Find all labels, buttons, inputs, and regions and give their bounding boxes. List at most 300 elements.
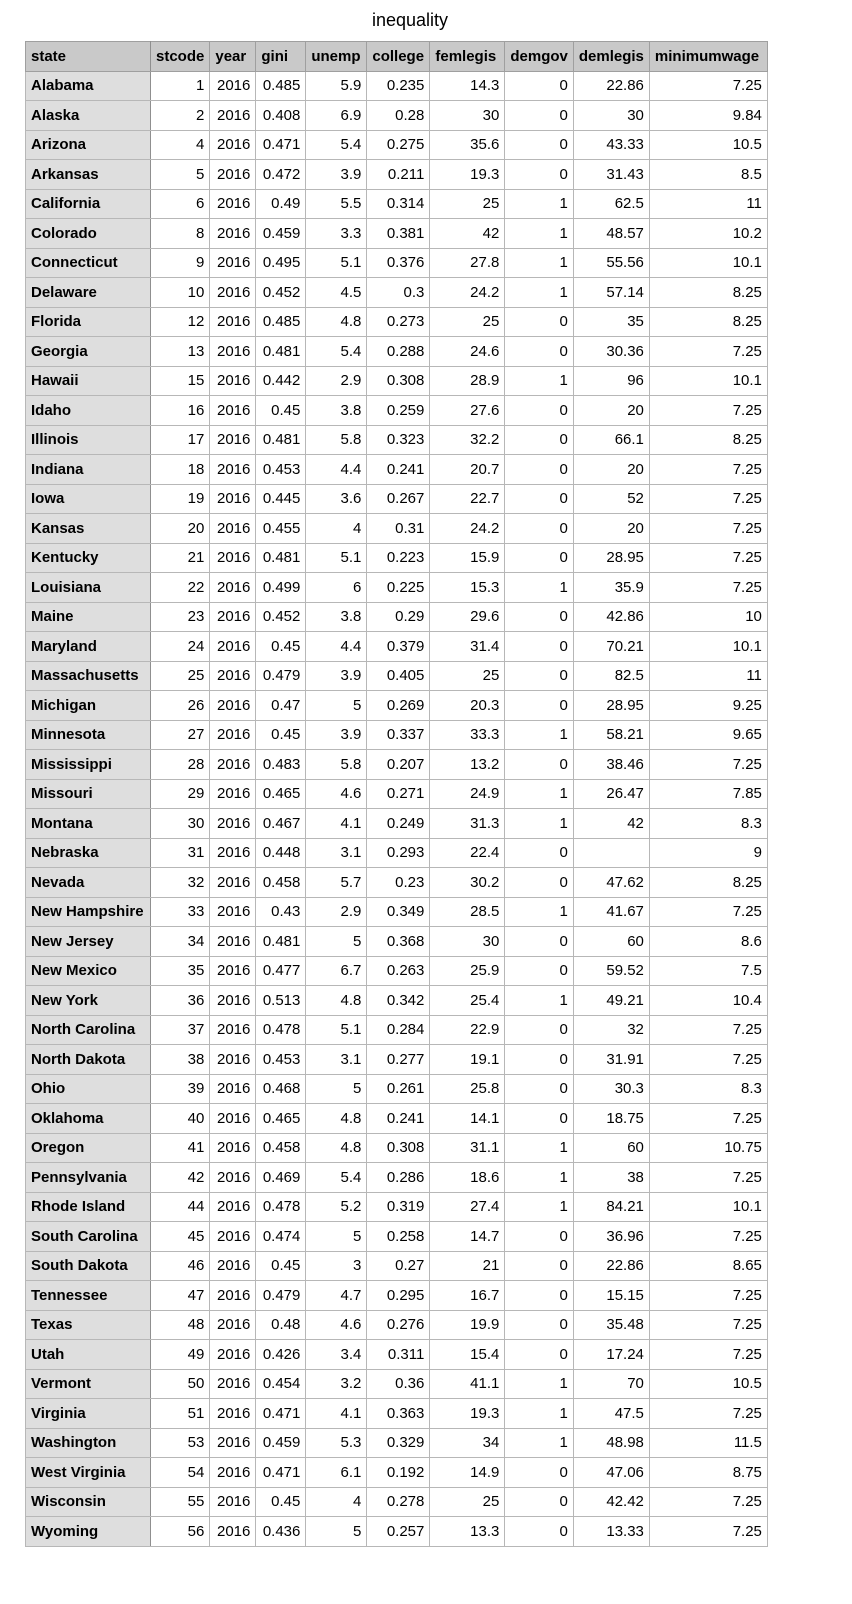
cell-demgov[interactable]: 0: [505, 838, 574, 868]
cell-gini[interactable]: 0.471: [256, 130, 306, 160]
cell-demlegis[interactable]: 26.47: [573, 779, 649, 809]
cell-gini[interactable]: 0.468: [256, 1074, 306, 1104]
cell-gini[interactable]: 0.467: [256, 809, 306, 839]
cell-college[interactable]: 0.241: [367, 455, 430, 485]
cell-state[interactable]: New Hampshire: [26, 897, 151, 927]
cell-college[interactable]: 0.261: [367, 1074, 430, 1104]
cell-demlegis[interactable]: 31.43: [573, 160, 649, 190]
column-header-unemp[interactable]: unemp: [306, 42, 367, 72]
cell-minimumwage[interactable]: 10.1: [649, 248, 767, 278]
cell-demlegis[interactable]: 41.67: [573, 897, 649, 927]
cell-year[interactable]: 2016: [210, 101, 256, 131]
cell-college[interactable]: 0.363: [367, 1399, 430, 1429]
cell-femlegis[interactable]: 19.9: [430, 1310, 505, 1340]
cell-demlegis[interactable]: 30.36: [573, 337, 649, 367]
cell-gini[interactable]: 0.472: [256, 160, 306, 190]
cell-demgov[interactable]: 0: [505, 543, 574, 573]
cell-year[interactable]: 2016: [210, 337, 256, 367]
cell-college[interactable]: 0.308: [367, 366, 430, 396]
column-header-minimumwage[interactable]: minimumwage: [649, 42, 767, 72]
cell-stcode[interactable]: 2: [151, 101, 210, 131]
cell-demgov[interactable]: 0: [505, 130, 574, 160]
cell-state[interactable]: Maine: [26, 602, 151, 632]
cell-demgov[interactable]: 0: [505, 1310, 574, 1340]
cell-minimumwage[interactable]: 8.65: [649, 1251, 767, 1281]
cell-year[interactable]: 2016: [210, 71, 256, 101]
cell-demgov[interactable]: 0: [505, 160, 574, 190]
cell-demgov[interactable]: 0: [505, 1074, 574, 1104]
cell-minimumwage[interactable]: 10: [649, 602, 767, 632]
cell-gini[interactable]: 0.465: [256, 779, 306, 809]
cell-demgov[interactable]: 1: [505, 1369, 574, 1399]
cell-minimumwage[interactable]: 7.25: [649, 71, 767, 101]
cell-state[interactable]: Montana: [26, 809, 151, 839]
cell-femlegis[interactable]: 25: [430, 1487, 505, 1517]
column-header-gini[interactable]: gini: [256, 42, 306, 72]
cell-state[interactable]: New Jersey: [26, 927, 151, 957]
cell-year[interactable]: 2016: [210, 1222, 256, 1252]
cell-femlegis[interactable]: 31.3: [430, 809, 505, 839]
cell-college[interactable]: 0.192: [367, 1458, 430, 1488]
cell-unemp[interactable]: 5.9: [306, 71, 367, 101]
cell-unemp[interactable]: 6.9: [306, 101, 367, 131]
cell-minimumwage[interactable]: 7.25: [649, 1310, 767, 1340]
cell-demgov[interactable]: 1: [505, 779, 574, 809]
cell-college[interactable]: 0.29: [367, 602, 430, 632]
cell-gini[interactable]: 0.459: [256, 1428, 306, 1458]
cell-year[interactable]: 2016: [210, 632, 256, 662]
cell-stcode[interactable]: 18: [151, 455, 210, 485]
cell-gini[interactable]: 0.45: [256, 632, 306, 662]
column-header-demlegis[interactable]: demlegis: [573, 42, 649, 72]
cell-demgov[interactable]: 0: [505, 661, 574, 691]
cell-demlegis[interactable]: 38.46: [573, 750, 649, 780]
cell-gini[interactable]: 0.465: [256, 1104, 306, 1134]
cell-gini[interactable]: 0.445: [256, 484, 306, 514]
cell-femlegis[interactable]: 15.3: [430, 573, 505, 603]
cell-stcode[interactable]: 5: [151, 160, 210, 190]
cell-unemp[interactable]: 3.6: [306, 484, 367, 514]
cell-gini[interactable]: 0.474: [256, 1222, 306, 1252]
cell-demlegis[interactable]: 22.86: [573, 1251, 649, 1281]
cell-college[interactable]: 0.271: [367, 779, 430, 809]
cell-femlegis[interactable]: 13.3: [430, 1517, 505, 1547]
cell-college[interactable]: 0.308: [367, 1133, 430, 1163]
cell-unemp[interactable]: 5.3: [306, 1428, 367, 1458]
cell-stcode[interactable]: 27: [151, 720, 210, 750]
cell-stcode[interactable]: 25: [151, 661, 210, 691]
cell-state[interactable]: Wyoming: [26, 1517, 151, 1547]
cell-stcode[interactable]: 28: [151, 750, 210, 780]
cell-stcode[interactable]: 8: [151, 219, 210, 249]
cell-demgov[interactable]: 0: [505, 1104, 574, 1134]
cell-college[interactable]: 0.259: [367, 396, 430, 426]
cell-unemp[interactable]: 5.4: [306, 337, 367, 367]
cell-gini[interactable]: 0.478: [256, 1015, 306, 1045]
cell-stcode[interactable]: 22: [151, 573, 210, 603]
cell-femlegis[interactable]: 27.4: [430, 1192, 505, 1222]
cell-minimumwage[interactable]: 7.25: [649, 1399, 767, 1429]
cell-stcode[interactable]: 46: [151, 1251, 210, 1281]
cell-unemp[interactable]: 5.7: [306, 868, 367, 898]
cell-state[interactable]: North Carolina: [26, 1015, 151, 1045]
cell-demgov[interactable]: 0: [505, 396, 574, 426]
cell-minimumwage[interactable]: 7.85: [649, 779, 767, 809]
cell-state[interactable]: Missouri: [26, 779, 151, 809]
cell-femlegis[interactable]: 14.1: [430, 1104, 505, 1134]
cell-unemp[interactable]: 3.2: [306, 1369, 367, 1399]
cell-stcode[interactable]: 37: [151, 1015, 210, 1045]
cell-college[interactable]: 0.263: [367, 956, 430, 986]
cell-year[interactable]: 2016: [210, 455, 256, 485]
cell-femlegis[interactable]: 34: [430, 1428, 505, 1458]
cell-minimumwage[interactable]: 8.5: [649, 160, 767, 190]
cell-unemp[interactable]: 5: [306, 1222, 367, 1252]
cell-demgov[interactable]: 1: [505, 278, 574, 308]
cell-minimumwage[interactable]: 10.1: [649, 632, 767, 662]
cell-college[interactable]: 0.31: [367, 514, 430, 544]
cell-demlegis[interactable]: 35.48: [573, 1310, 649, 1340]
cell-demgov[interactable]: 0: [505, 1340, 574, 1370]
cell-femlegis[interactable]: 21: [430, 1251, 505, 1281]
cell-demlegis[interactable]: 59.52: [573, 956, 649, 986]
cell-year[interactable]: 2016: [210, 750, 256, 780]
cell-demlegis[interactable]: 20: [573, 455, 649, 485]
cell-demlegis[interactable]: 18.75: [573, 1104, 649, 1134]
cell-minimumwage[interactable]: 7.25: [649, 1045, 767, 1075]
cell-minimumwage[interactable]: 7.25: [649, 1163, 767, 1193]
cell-college[interactable]: 0.273: [367, 307, 430, 337]
cell-gini[interactable]: 0.452: [256, 602, 306, 632]
cell-demlegis[interactable]: [573, 838, 649, 868]
cell-unemp[interactable]: 4.8: [306, 307, 367, 337]
cell-femlegis[interactable]: 29.6: [430, 602, 505, 632]
cell-unemp[interactable]: 5: [306, 1517, 367, 1547]
cell-gini[interactable]: 0.481: [256, 337, 306, 367]
cell-femlegis[interactable]: 24.2: [430, 514, 505, 544]
cell-unemp[interactable]: 5.8: [306, 425, 367, 455]
cell-state[interactable]: New York: [26, 986, 151, 1016]
cell-unemp[interactable]: 3.9: [306, 720, 367, 750]
cell-college[interactable]: 0.319: [367, 1192, 430, 1222]
cell-year[interactable]: 2016: [210, 278, 256, 308]
cell-unemp[interactable]: 4.6: [306, 779, 367, 809]
cell-year[interactable]: 2016: [210, 1340, 256, 1370]
cell-gini[interactable]: 0.481: [256, 543, 306, 573]
cell-year[interactable]: 2016: [210, 396, 256, 426]
cell-demlegis[interactable]: 22.86: [573, 71, 649, 101]
cell-stcode[interactable]: 15: [151, 366, 210, 396]
cell-demlegis[interactable]: 96: [573, 366, 649, 396]
cell-unemp[interactable]: 5.8: [306, 750, 367, 780]
cell-femlegis[interactable]: 14.9: [430, 1458, 505, 1488]
cell-gini[interactable]: 0.495: [256, 248, 306, 278]
cell-state[interactable]: Virginia: [26, 1399, 151, 1429]
cell-unemp[interactable]: 5.1: [306, 543, 367, 573]
cell-demlegis[interactable]: 13.33: [573, 1517, 649, 1547]
cell-state[interactable]: West Virginia: [26, 1458, 151, 1488]
cell-femlegis[interactable]: 41.1: [430, 1369, 505, 1399]
cell-demlegis[interactable]: 36.96: [573, 1222, 649, 1252]
cell-femlegis[interactable]: 20.7: [430, 455, 505, 485]
cell-demgov[interactable]: 1: [505, 1192, 574, 1222]
cell-year[interactable]: 2016: [210, 307, 256, 337]
cell-minimumwage[interactable]: 11.5: [649, 1428, 767, 1458]
cell-gini[interactable]: 0.45: [256, 396, 306, 426]
cell-state[interactable]: North Dakota: [26, 1045, 151, 1075]
cell-year[interactable]: 2016: [210, 661, 256, 691]
cell-college[interactable]: 0.241: [367, 1104, 430, 1134]
cell-year[interactable]: 2016: [210, 691, 256, 721]
cell-femlegis[interactable]: 19.1: [430, 1045, 505, 1075]
cell-unemp[interactable]: 4.1: [306, 1399, 367, 1429]
cell-college[interactable]: 0.349: [367, 897, 430, 927]
cell-demgov[interactable]: 0: [505, 455, 574, 485]
cell-femlegis[interactable]: 31.4: [430, 632, 505, 662]
cell-minimumwage[interactable]: 7.25: [649, 484, 767, 514]
cell-unemp[interactable]: 4: [306, 1487, 367, 1517]
cell-state[interactable]: Utah: [26, 1340, 151, 1370]
cell-stcode[interactable]: 39: [151, 1074, 210, 1104]
column-header-stcode[interactable]: stcode: [151, 42, 210, 72]
cell-state[interactable]: Mississippi: [26, 750, 151, 780]
cell-demgov[interactable]: 0: [505, 927, 574, 957]
cell-minimumwage[interactable]: 7.25: [649, 514, 767, 544]
cell-stcode[interactable]: 51: [151, 1399, 210, 1429]
cell-year[interactable]: 2016: [210, 1251, 256, 1281]
cell-college[interactable]: 0.269: [367, 691, 430, 721]
cell-demlegis[interactable]: 52: [573, 484, 649, 514]
cell-femlegis[interactable]: 15.9: [430, 543, 505, 573]
cell-minimumwage[interactable]: 11: [649, 661, 767, 691]
cell-minimumwage[interactable]: 8.25: [649, 868, 767, 898]
cell-college[interactable]: 0.368: [367, 927, 430, 957]
cell-year[interactable]: 2016: [210, 1310, 256, 1340]
cell-gini[interactable]: 0.48: [256, 1310, 306, 1340]
cell-minimumwage[interactable]: 7.25: [649, 1340, 767, 1370]
cell-year[interactable]: 2016: [210, 1281, 256, 1311]
cell-year[interactable]: 2016: [210, 720, 256, 750]
cell-stcode[interactable]: 17: [151, 425, 210, 455]
cell-state[interactable]: Michigan: [26, 691, 151, 721]
cell-stcode[interactable]: 4: [151, 130, 210, 160]
cell-college[interactable]: 0.23: [367, 868, 430, 898]
cell-stcode[interactable]: 20: [151, 514, 210, 544]
cell-femlegis[interactable]: 22.9: [430, 1015, 505, 1045]
cell-state[interactable]: Maryland: [26, 632, 151, 662]
cell-minimumwage[interactable]: 7.25: [649, 897, 767, 927]
cell-college[interactable]: 0.28: [367, 101, 430, 131]
cell-year[interactable]: 2016: [210, 1369, 256, 1399]
cell-femlegis[interactable]: 25: [430, 189, 505, 219]
cell-stcode[interactable]: 54: [151, 1458, 210, 1488]
cell-minimumwage[interactable]: 8.3: [649, 809, 767, 839]
cell-demgov[interactable]: 0: [505, 1222, 574, 1252]
cell-femlegis[interactable]: 28.9: [430, 366, 505, 396]
cell-minimumwage[interactable]: 7.25: [649, 750, 767, 780]
cell-gini[interactable]: 0.45: [256, 1251, 306, 1281]
cell-minimumwage[interactable]: 7.25: [649, 1222, 767, 1252]
cell-minimumwage[interactable]: 8.3: [649, 1074, 767, 1104]
cell-demgov[interactable]: 0: [505, 1458, 574, 1488]
cell-stcode[interactable]: 53: [151, 1428, 210, 1458]
cell-year[interactable]: 2016: [210, 868, 256, 898]
cell-college[interactable]: 0.3: [367, 278, 430, 308]
cell-college[interactable]: 0.249: [367, 809, 430, 839]
cell-unemp[interactable]: 5.2: [306, 1192, 367, 1222]
cell-year[interactable]: 2016: [210, 425, 256, 455]
cell-demgov[interactable]: 1: [505, 897, 574, 927]
column-header-college[interactable]: college: [367, 42, 430, 72]
cell-gini[interactable]: 0.45: [256, 1487, 306, 1517]
cell-stcode[interactable]: 12: [151, 307, 210, 337]
cell-unemp[interactable]: 2.9: [306, 366, 367, 396]
cell-demlegis[interactable]: 66.1: [573, 425, 649, 455]
cell-stcode[interactable]: 36: [151, 986, 210, 1016]
cell-femlegis[interactable]: 25.4: [430, 986, 505, 1016]
cell-demlegis[interactable]: 60: [573, 927, 649, 957]
cell-college[interactable]: 0.329: [367, 1428, 430, 1458]
cell-state[interactable]: Kansas: [26, 514, 151, 544]
cell-unemp[interactable]: 4.4: [306, 455, 367, 485]
cell-minimumwage[interactable]: 11: [649, 189, 767, 219]
cell-unemp[interactable]: 4.6: [306, 1310, 367, 1340]
cell-state[interactable]: Nevada: [26, 868, 151, 898]
cell-unemp[interactable]: 3.1: [306, 838, 367, 868]
cell-state[interactable]: Indiana: [26, 455, 151, 485]
cell-unemp[interactable]: 5.5: [306, 189, 367, 219]
cell-demgov[interactable]: 1: [505, 219, 574, 249]
cell-gini[interactable]: 0.436: [256, 1517, 306, 1547]
cell-minimumwage[interactable]: 7.25: [649, 1015, 767, 1045]
cell-demlegis[interactable]: 30.3: [573, 1074, 649, 1104]
cell-year[interactable]: 2016: [210, 1133, 256, 1163]
cell-demlegis[interactable]: 84.21: [573, 1192, 649, 1222]
cell-unemp[interactable]: 2.9: [306, 897, 367, 927]
cell-stcode[interactable]: 45: [151, 1222, 210, 1252]
cell-femlegis[interactable]: 16.7: [430, 1281, 505, 1311]
cell-demgov[interactable]: 1: [505, 248, 574, 278]
cell-minimumwage[interactable]: 8.25: [649, 278, 767, 308]
cell-demgov[interactable]: 0: [505, 602, 574, 632]
cell-femlegis[interactable]: 24.6: [430, 337, 505, 367]
cell-year[interactable]: 2016: [210, 219, 256, 249]
cell-demgov[interactable]: 1: [505, 189, 574, 219]
cell-unemp[interactable]: 5: [306, 1074, 367, 1104]
cell-femlegis[interactable]: 30: [430, 101, 505, 131]
cell-demlegis[interactable]: 82.5: [573, 661, 649, 691]
cell-college[interactable]: 0.284: [367, 1015, 430, 1045]
cell-minimumwage[interactable]: 7.5: [649, 956, 767, 986]
cell-femlegis[interactable]: 33.3: [430, 720, 505, 750]
cell-femlegis[interactable]: 27.8: [430, 248, 505, 278]
cell-college[interactable]: 0.288: [367, 337, 430, 367]
cell-year[interactable]: 2016: [210, 1045, 256, 1075]
cell-state[interactable]: Georgia: [26, 337, 151, 367]
cell-year[interactable]: 2016: [210, 779, 256, 809]
cell-femlegis[interactable]: 28.5: [430, 897, 505, 927]
cell-gini[interactable]: 0.453: [256, 455, 306, 485]
cell-state[interactable]: Alaska: [26, 101, 151, 131]
cell-state[interactable]: Nebraska: [26, 838, 151, 868]
cell-stcode[interactable]: 24: [151, 632, 210, 662]
cell-unemp[interactable]: 6.7: [306, 956, 367, 986]
cell-stcode[interactable]: 44: [151, 1192, 210, 1222]
cell-stcode[interactable]: 31: [151, 838, 210, 868]
cell-state[interactable]: Connecticut: [26, 248, 151, 278]
cell-demgov[interactable]: 0: [505, 514, 574, 544]
cell-college[interactable]: 0.286: [367, 1163, 430, 1193]
cell-gini[interactable]: 0.442: [256, 366, 306, 396]
cell-demlegis[interactable]: 17.24: [573, 1340, 649, 1370]
cell-unemp[interactable]: 6: [306, 573, 367, 603]
cell-college[interactable]: 0.405: [367, 661, 430, 691]
cell-college[interactable]: 0.337: [367, 720, 430, 750]
cell-state[interactable]: Louisiana: [26, 573, 151, 603]
cell-minimumwage[interactable]: 10.5: [649, 1369, 767, 1399]
cell-college[interactable]: 0.314: [367, 189, 430, 219]
cell-unemp[interactable]: 4.4: [306, 632, 367, 662]
cell-femlegis[interactable]: 15.4: [430, 1340, 505, 1370]
cell-minimumwage[interactable]: 8.25: [649, 425, 767, 455]
cell-unemp[interactable]: 5: [306, 691, 367, 721]
column-header-femlegis[interactable]: femlegis: [430, 42, 505, 72]
cell-unemp[interactable]: 3.9: [306, 661, 367, 691]
cell-minimumwage[interactable]: 9.84: [649, 101, 767, 131]
cell-college[interactable]: 0.275: [367, 130, 430, 160]
cell-demlegis[interactable]: 58.21: [573, 720, 649, 750]
cell-gini[interactable]: 0.471: [256, 1458, 306, 1488]
cell-stcode[interactable]: 23: [151, 602, 210, 632]
cell-unemp[interactable]: 4: [306, 514, 367, 544]
cell-gini[interactable]: 0.455: [256, 514, 306, 544]
cell-demlegis[interactable]: 70.21: [573, 632, 649, 662]
cell-year[interactable]: 2016: [210, 838, 256, 868]
cell-demlegis[interactable]: 55.56: [573, 248, 649, 278]
cell-state[interactable]: Ohio: [26, 1074, 151, 1104]
cell-unemp[interactable]: 5.4: [306, 1163, 367, 1193]
cell-college[interactable]: 0.381: [367, 219, 430, 249]
cell-stcode[interactable]: 26: [151, 691, 210, 721]
cell-unemp[interactable]: 4.1: [306, 809, 367, 839]
cell-minimumwage[interactable]: 10.1: [649, 1192, 767, 1222]
cell-femlegis[interactable]: 19.3: [430, 160, 505, 190]
cell-stcode[interactable]: 30: [151, 809, 210, 839]
cell-femlegis[interactable]: 32.2: [430, 425, 505, 455]
cell-state[interactable]: Oklahoma: [26, 1104, 151, 1134]
cell-college[interactable]: 0.342: [367, 986, 430, 1016]
cell-unemp[interactable]: 6.1: [306, 1458, 367, 1488]
cell-year[interactable]: 2016: [210, 927, 256, 957]
cell-state[interactable]: Illinois: [26, 425, 151, 455]
cell-femlegis[interactable]: 19.3: [430, 1399, 505, 1429]
cell-stcode[interactable]: 38: [151, 1045, 210, 1075]
cell-demlegis[interactable]: 31.91: [573, 1045, 649, 1075]
cell-stcode[interactable]: 56: [151, 1517, 210, 1547]
cell-stcode[interactable]: 10: [151, 278, 210, 308]
cell-stcode[interactable]: 47: [151, 1281, 210, 1311]
cell-college[interactable]: 0.211: [367, 160, 430, 190]
cell-gini[interactable]: 0.459: [256, 219, 306, 249]
cell-year[interactable]: 2016: [210, 1517, 256, 1547]
cell-unemp[interactable]: 3.9: [306, 160, 367, 190]
cell-unemp[interactable]: 3.8: [306, 602, 367, 632]
cell-state[interactable]: Oregon: [26, 1133, 151, 1163]
cell-demgov[interactable]: 0: [505, 750, 574, 780]
cell-gini[interactable]: 0.479: [256, 1281, 306, 1311]
cell-gini[interactable]: 0.49: [256, 189, 306, 219]
cell-demlegis[interactable]: 35: [573, 307, 649, 337]
